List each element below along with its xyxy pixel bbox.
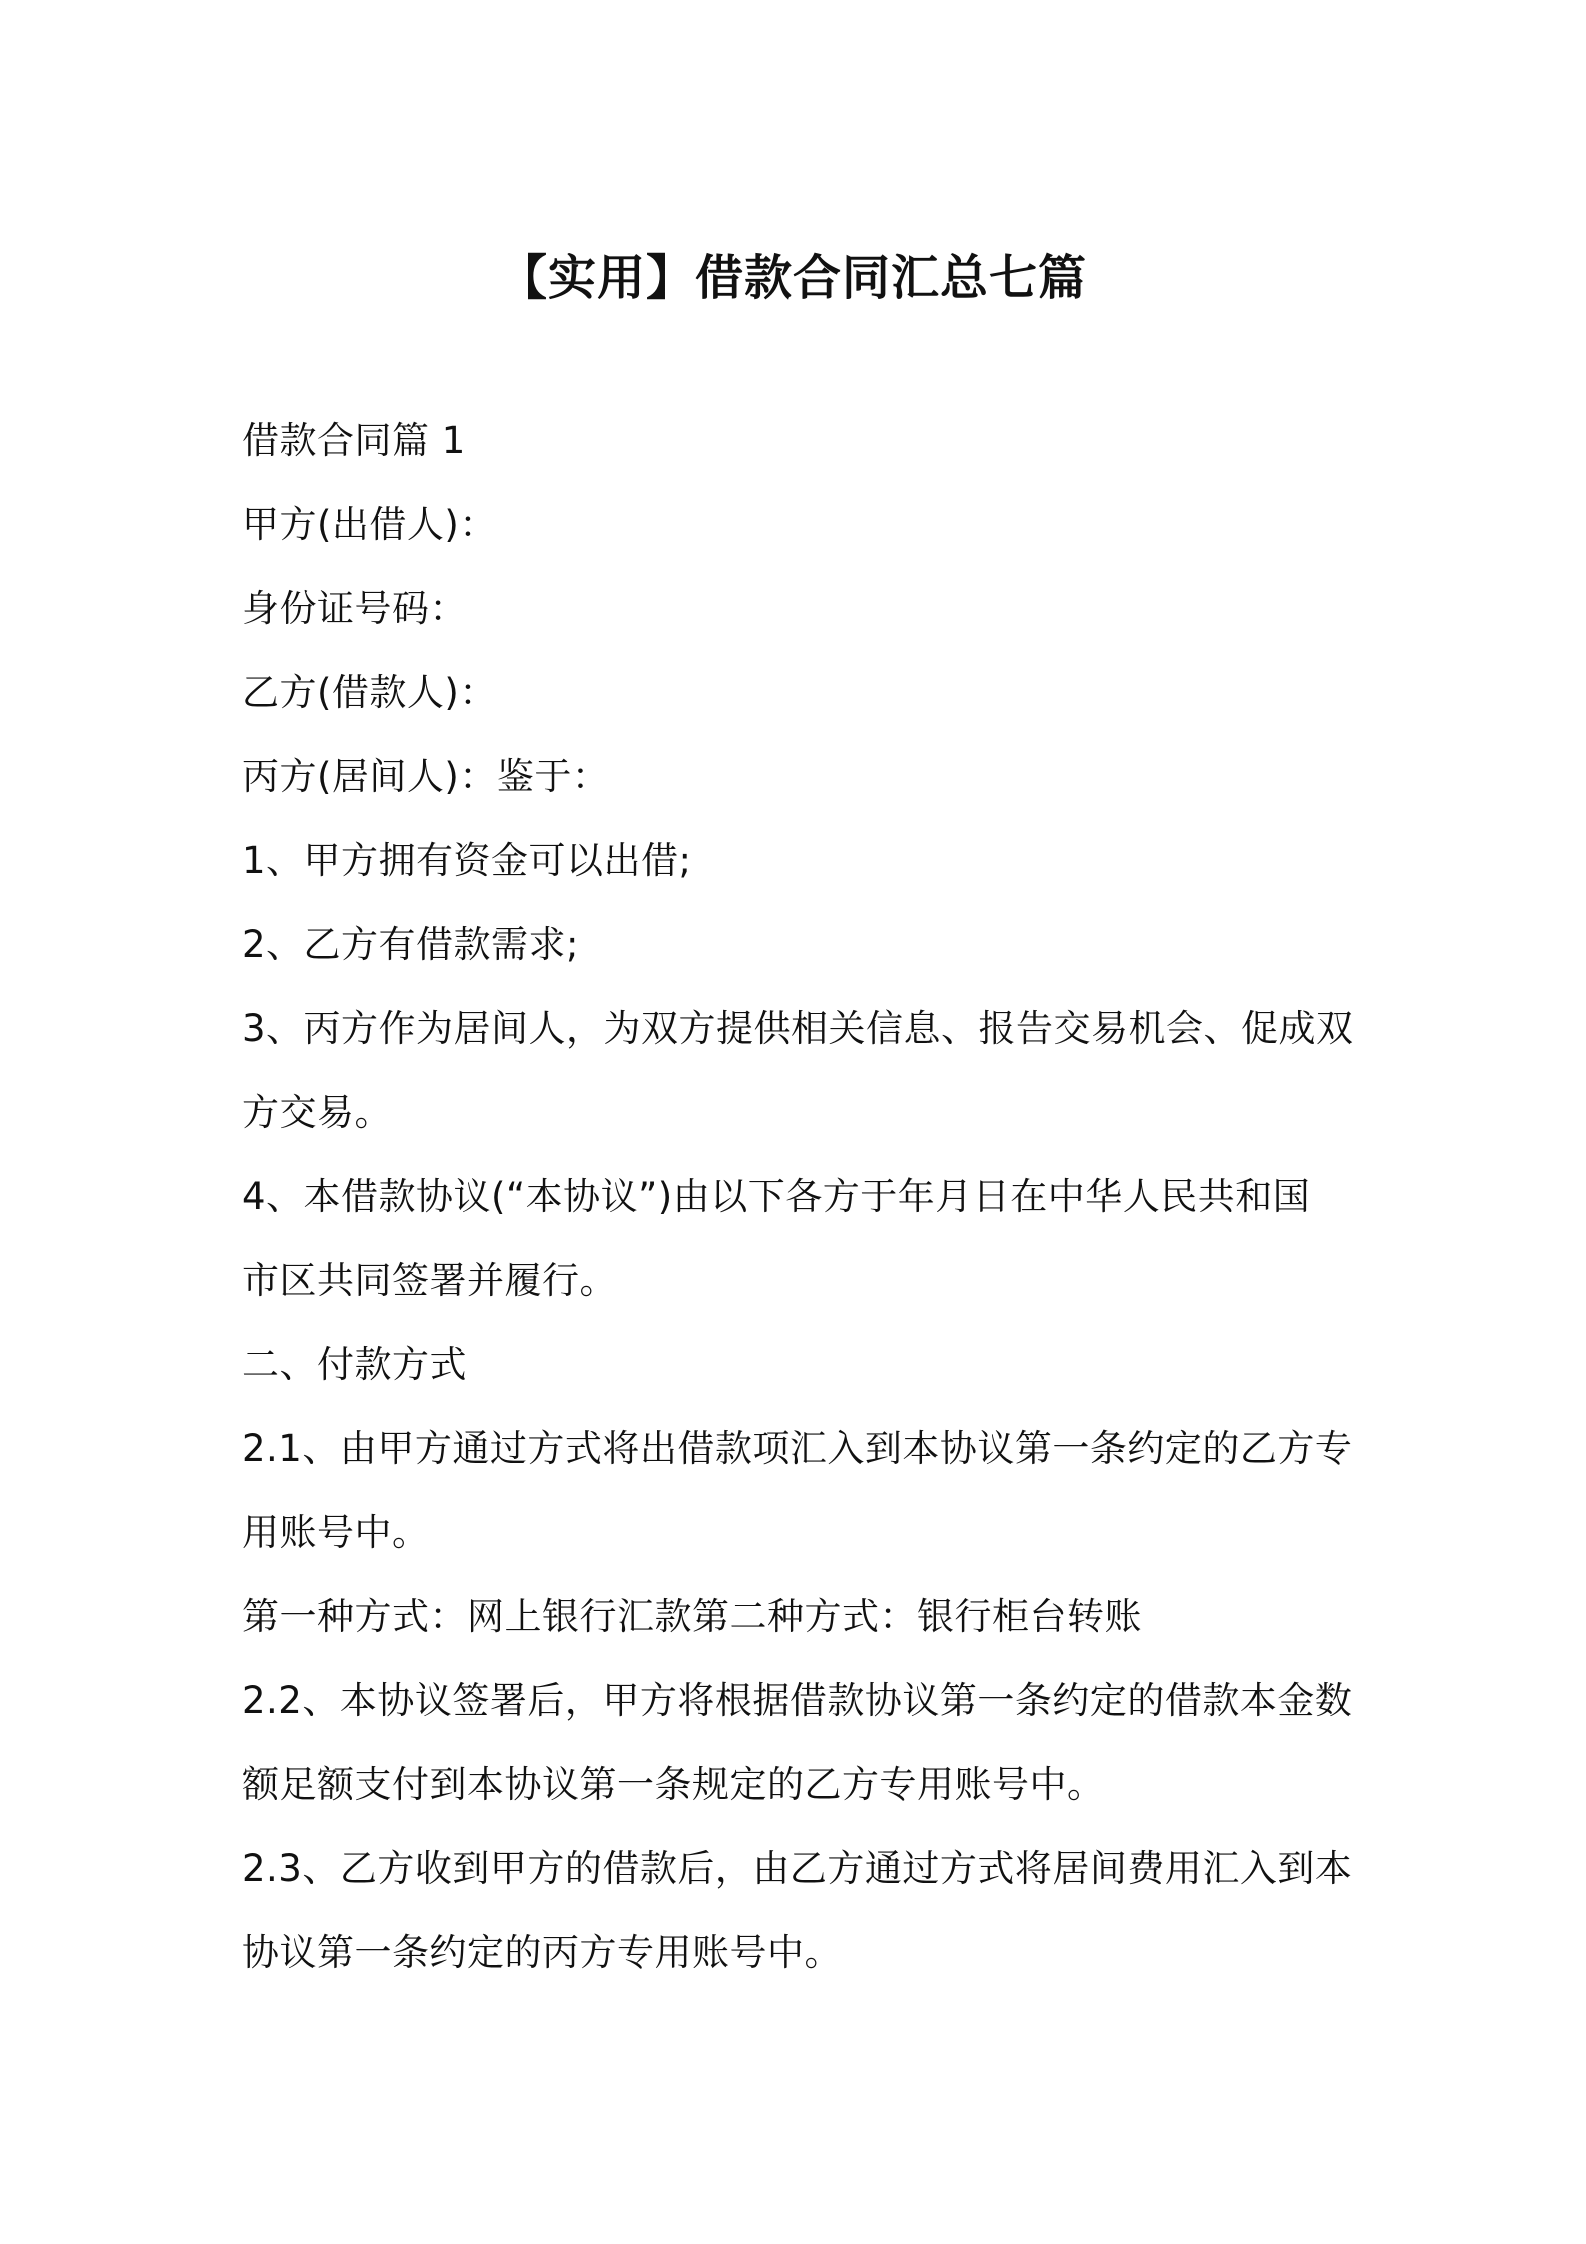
party-b-line: 乙方(借款人)：: [242, 671, 497, 714]
clause-line: 2.1、由甲方通过方式将出借款项汇入到本协议第一条约定的乙方专: [242, 1427, 1353, 1470]
section-heading-payment: 二、付款方式: [242, 1343, 467, 1386]
clause-line: 2.3、乙方收到甲方的借款后，由乙方通过方式将居间费用汇入到本: [242, 1847, 1353, 1890]
clause-line: 4、本借款协议(“本协议”)由以下各方于年月日在中华人民共和国: [242, 1175, 1311, 1218]
party-c-line: 丙方(居间人)：鉴于：: [242, 755, 610, 798]
section-heading: 借款合同篇 1: [242, 419, 466, 462]
clause-line: 2、乙方有借款需求;: [242, 923, 580, 966]
document-title: 【实用】借款合同汇总七篇: [498, 250, 1087, 307]
id-number-line: 身份证号码：: [242, 587, 467, 630]
clause-line: 2.2、本协议签署后，甲方将根据借款协议第一条约定的借款本金数: [242, 1679, 1353, 1722]
document-body: [242, 399, 1362, 1995]
payment-methods-line: 第一种方式：网上银行汇款第二种方式：银行柜台转账: [242, 1595, 1142, 1638]
clause-line: 协议第一条约定的丙方专用账号中。: [242, 1931, 842, 1974]
clause-line: 市区共同签署并履行。: [242, 1259, 617, 1302]
clause-line: 额足额支付到本协议第一条规定的乙方专用账号中。: [242, 1763, 1105, 1806]
clause-line: 1、甲方拥有资金可以出借;: [242, 839, 692, 882]
clause-line: 方交易。: [242, 1091, 392, 1134]
party-a-line: 甲方(出借人)：: [242, 503, 497, 546]
clause-line: 3、丙方作为居间人，为双方提供相关信息、报告交易机会、促成双: [242, 1007, 1354, 1050]
clause-line: 用账号中。: [242, 1511, 430, 1554]
